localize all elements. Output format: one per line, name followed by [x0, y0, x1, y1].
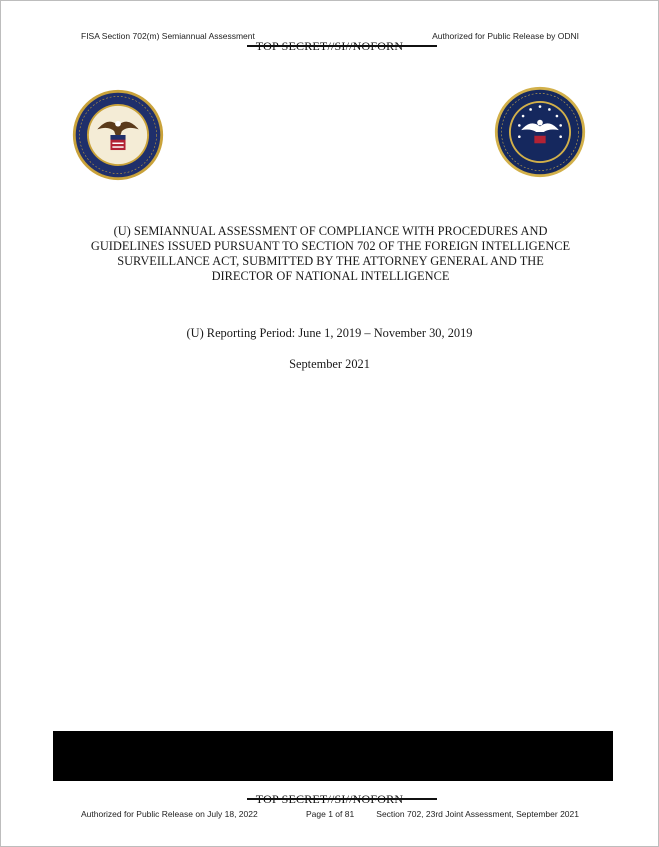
top-classification-strike-line: [247, 45, 437, 47]
footer-left-text: Authorized for Public Release on July 18, 2022: [81, 809, 258, 819]
redaction-block: [53, 731, 613, 781]
document-title: [71, 224, 590, 284]
bottom-classification-strike-line: [247, 798, 437, 800]
header-left-text: FISA Section 702(m) Semiannual Assessment: [81, 31, 255, 41]
reporting-period: (U) Reporting Period: June 1, 2019 – November 30, 2019: [186, 326, 473, 340]
publication-date: September 2021: [289, 357, 370, 371]
title-line: GUIDELINES ISSUED PURSUANT TO SECTION 702 OF THE FOREIGN INTELLIGENCE: [90, 239, 571, 253]
footer-right-text: Section 702, 23rd Joint Assessment, September 2021: [376, 809, 579, 819]
header-right-text: Authorized for Public Release by ODNI: [432, 31, 579, 41]
title-line: DIRECTOR OF NATIONAL INTELLIGENCE: [211, 269, 450, 283]
footer-page-number: Page 1 of 81: [306, 809, 355, 819]
odni-seal-icon: [493, 85, 587, 179]
title-line: SURVEILLANCE ACT, SUBMITTED BY THE ATTORNEY GENERAL AND THE: [117, 254, 544, 268]
doj-seal-icon: [71, 88, 165, 182]
title-line: (U) SEMIANNUAL ASSESSMENT OF COMPLIANCE WITH PROCEDURES AND: [113, 224, 548, 238]
